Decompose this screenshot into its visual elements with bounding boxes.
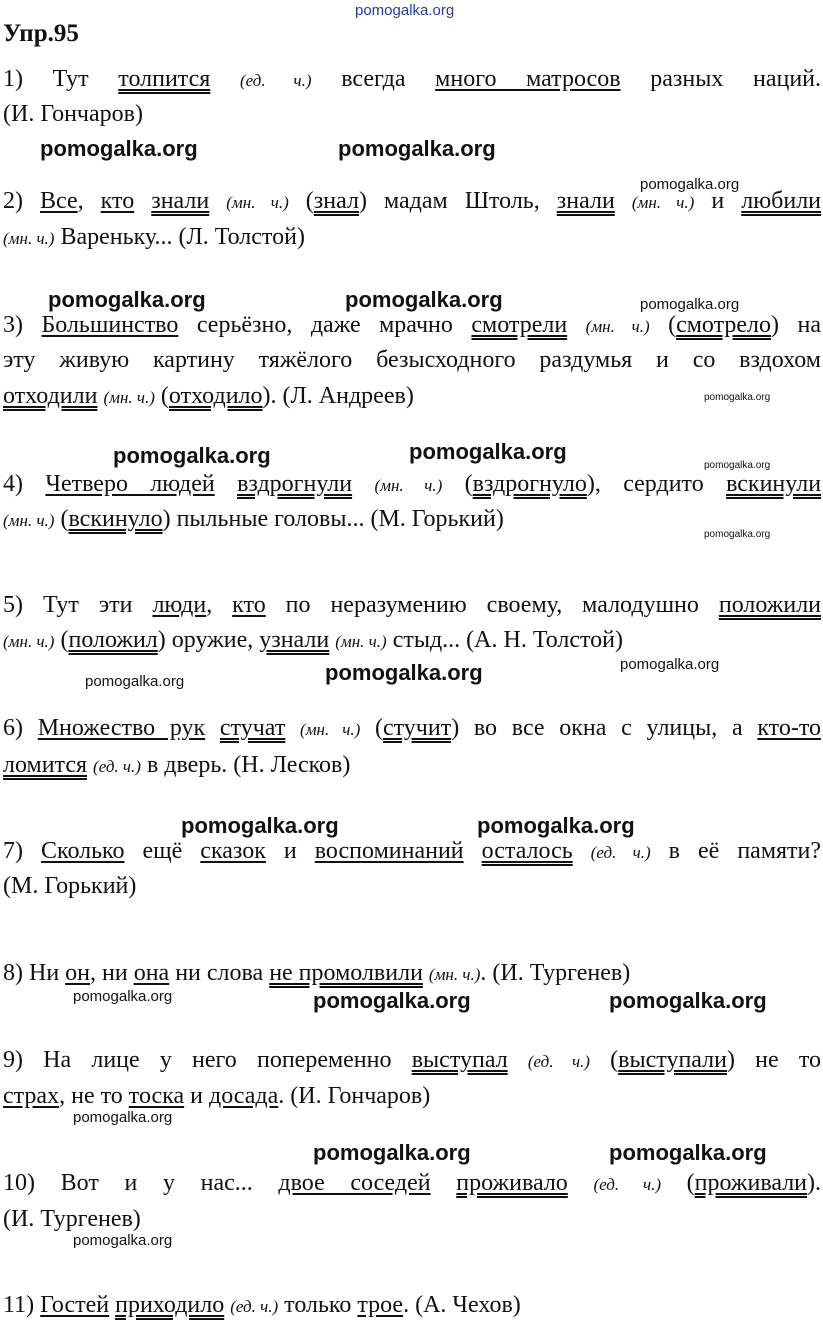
predicate-word: положил — [68, 627, 158, 653]
text-segment: (И. Тургенев) — [3, 1206, 141, 1232]
number-note: (мн. ч.) — [335, 632, 387, 651]
line-2 — [3, 99, 821, 129]
watermark-large: pomogalka.org — [325, 660, 483, 685]
subject-word: сказок — [200, 838, 266, 864]
watermark-small: pomogalka.org — [73, 1109, 173, 1126]
line-7 — [3, 381, 821, 413]
predicate-word: проживало — [456, 1170, 568, 1196]
text-segment: только — [278, 1292, 358, 1318]
number-note: (ед. ч.) — [239, 71, 312, 90]
text-segment: ), сердито — [586, 471, 727, 497]
predicate-word: вздрогнули — [237, 471, 353, 497]
predicate-word: вздрогнуло — [472, 471, 587, 497]
number-note: (мн. ч.) — [103, 388, 155, 407]
number-note: (мн. ч.) — [226, 193, 289, 212]
watermark-large: pomogalka.org — [48, 287, 206, 312]
text-segment — [464, 838, 482, 864]
text-segment: 8) Ни — [3, 960, 66, 986]
text-segment — [573, 838, 591, 864]
number-note: (ед. ч.) — [527, 1052, 590, 1071]
predicate-word: выступали — [618, 1047, 727, 1073]
subject-word: Все — [40, 188, 78, 214]
text-segment: 5) Тут эти — [3, 592, 153, 618]
line-5 — [3, 310, 821, 342]
subject-word: досада — [208, 1083, 279, 1109]
line-1 — [3, 64, 821, 96]
number-note: (мн. ч.) — [3, 632, 55, 651]
line-11 — [3, 625, 821, 657]
text-segment: 2) — [3, 188, 41, 214]
number-note: (ед. ч.) — [93, 757, 141, 776]
text-segment: ( — [54, 506, 69, 532]
text-segment — [285, 715, 300, 741]
number-note: (ед. ч.) — [230, 1297, 279, 1316]
number-note: (мн. ч.) — [585, 317, 650, 336]
text-segment: , — [206, 592, 233, 618]
predicate-word: знал — [313, 188, 359, 214]
text-segment: 10) Вот и у нас... — [3, 1170, 279, 1196]
line-20 — [3, 1204, 821, 1234]
watermark-large: pomogalka.org — [409, 439, 567, 464]
text-segment: и — [694, 188, 742, 214]
subject-word: он — [65, 960, 91, 986]
top-watermark: pomogalka.org — [355, 2, 455, 19]
predicate-word: знали — [151, 188, 210, 214]
text-segment: 11) — [3, 1292, 41, 1318]
predicate-word: знали — [556, 188, 615, 214]
text-segment — [210, 66, 240, 92]
predicate-word: ломится — [3, 752, 88, 778]
text-segment — [615, 188, 632, 214]
text-segment: , ни — [90, 960, 134, 986]
predicate-word: приходило — [115, 1292, 225, 1318]
subject-word: Четверо людей — [45, 471, 215, 497]
watermark-large: pomogalka.org — [313, 988, 471, 1013]
predicate-word: узнали — [259, 627, 330, 653]
line-10 — [3, 590, 821, 620]
watermark-large: pomogalka.org — [345, 287, 503, 312]
watermark-large: pomogalka.org — [477, 813, 635, 838]
subject-word: много матросов — [435, 66, 621, 92]
text-segment: ). (Л. Андреев) — [262, 383, 414, 409]
text-segment: и — [184, 1083, 209, 1109]
text-segment: ) пыльные головы... (М. Горький) — [162, 506, 504, 532]
text-segment: 4) — [3, 471, 46, 497]
predicate-word: любили — [741, 188, 822, 214]
text-segment: . (И. Тургенев) — [480, 960, 631, 986]
watermark-large: pomogalka.org — [313, 1140, 471, 1165]
number-note: (мн. ч.) — [428, 965, 481, 984]
text-segment — [215, 471, 237, 497]
line-21 — [3, 1290, 821, 1322]
watermark-large: pomogalka.org — [181, 813, 339, 838]
text-segment: 1) Тут — [3, 66, 119, 92]
subject-word: тоска — [128, 1083, 185, 1109]
text-segment: 9) На лице у него попеременно — [3, 1047, 412, 1073]
line-17 — [3, 1045, 821, 1077]
subject-word: двое соседей — [278, 1170, 431, 1196]
predicate-word: смотрели — [471, 312, 568, 338]
watermark-tiny: pomogalka.org — [704, 529, 771, 540]
text-segment: ( — [661, 1170, 695, 1196]
subject-word: Большинство — [41, 312, 179, 338]
predicate-word: положили — [718, 592, 822, 618]
subject-word: кто-то — [757, 715, 822, 741]
text-segment: Вареньку... (Л. Толстой) — [54, 224, 305, 250]
text-segment: ) оружие, — [157, 627, 260, 653]
number-note: (ед. ч.) — [593, 1175, 662, 1194]
number-note: (мн. ч.) — [300, 720, 361, 739]
watermark-small: pomogalka.org — [85, 673, 185, 690]
text-segment: ( — [649, 312, 677, 338]
text-segment: по неразумению своему, малодушно — [265, 592, 719, 618]
subject-word: Гостей — [40, 1292, 110, 1318]
predicate-word: стучит — [382, 715, 452, 741]
predicate-word: смотрело — [676, 312, 772, 338]
line-8 — [3, 469, 821, 501]
number-note: (мн. ч.) — [3, 229, 55, 248]
watermark-large: pomogalka.org — [113, 443, 271, 468]
text-segment: всегда — [311, 66, 436, 92]
text-segment: ( — [589, 1047, 619, 1073]
line-19 — [3, 1168, 821, 1200]
watermark-large: pomogalka.org — [40, 136, 198, 161]
text-segment: в дверь. (Н. Лесков) — [140, 752, 351, 778]
subject-word: трое — [357, 1292, 404, 1318]
watermark-small: pomogalka.org — [73, 988, 173, 1005]
predicate-word: не промолвили — [269, 960, 423, 986]
text-segment: 7) — [3, 838, 41, 864]
line-13 — [3, 750, 821, 782]
predicate-word: вскинуло — [68, 506, 163, 532]
subject-word: люди — [152, 592, 207, 618]
text-segment: разных наций. — [620, 66, 822, 92]
predicate-word: отходило — [168, 383, 263, 409]
text-segment — [205, 715, 220, 741]
text-segment: в её памяти? — [650, 838, 822, 864]
subject-word: она — [133, 960, 170, 986]
text-segment: ( — [54, 627, 69, 653]
subject-word: кто — [232, 592, 266, 618]
text-segment — [209, 188, 226, 214]
predicate-word: стучат — [219, 715, 286, 741]
predicate-word: осталось — [481, 838, 573, 864]
text-segment: ) во все окна с улицы, а — [451, 715, 758, 741]
watermark-large: pomogalka.org — [609, 988, 767, 1013]
text-segment: и — [265, 838, 315, 864]
text-segment: ( — [154, 383, 169, 409]
line-14 — [3, 836, 821, 868]
predicate-word: отходили — [3, 383, 98, 409]
text-segment: ни слова — [169, 960, 270, 986]
subject-word: Множество рук — [37, 715, 206, 741]
text-segment: ) не то — [726, 1047, 822, 1073]
text-segment: ) мадам Штоль, — [358, 188, 557, 214]
text-segment: . (И. Гончаров) — [278, 1083, 431, 1109]
line-16 — [3, 958, 821, 990]
text-segment: ( — [360, 715, 383, 741]
text-segment: (И. Гончаров) — [3, 101, 143, 127]
text-segment — [568, 1170, 594, 1196]
watermark-large: pomogalka.org — [338, 136, 496, 161]
text-segment — [567, 312, 585, 338]
text-segment: эту живую картину тяжёлого безысходного раздумья и со вздохом — [3, 347, 821, 373]
text-segment: ) на — [771, 312, 822, 338]
line-9 — [3, 504, 821, 536]
text-segment — [134, 188, 151, 214]
watermark-large: pomogalka.org — [609, 1140, 767, 1165]
line-15 — [3, 871, 821, 901]
line-4 — [3, 222, 821, 254]
line-6 — [3, 345, 821, 375]
watermark-tiny: pomogalka.org — [704, 460, 771, 471]
text-segment: стыд... (А. Н. Толстой) — [386, 627, 624, 653]
number-note: (мн. ч.) — [631, 193, 695, 212]
text-segment: , — [77, 188, 101, 214]
watermark-small: pomogalka.org — [640, 296, 740, 313]
predicate-word: толпится — [118, 66, 211, 92]
watermark-small: pomogalka.org — [73, 1232, 173, 1249]
predicate-word: вскинули — [726, 471, 822, 497]
text-segment: 3) — [3, 312, 42, 338]
watermark-tiny: pomogalka.org — [704, 392, 771, 403]
text-segment — [431, 1170, 457, 1196]
line-18 — [3, 1081, 821, 1111]
text-segment: (М. Горький) — [3, 873, 137, 899]
predicate-word: выступал — [411, 1047, 508, 1073]
text-segment: ( — [288, 188, 314, 214]
text-segment — [352, 471, 374, 497]
text-segment: ( — [442, 471, 473, 497]
text-segment: 6) — [3, 715, 38, 741]
watermark-small: pomogalka.org — [620, 656, 720, 673]
subject-word: Сколько — [41, 838, 125, 864]
predicate-word: проживали — [694, 1170, 808, 1196]
exercise-title: Упр.95 — [3, 20, 79, 47]
text-segment: . (А. Чехов) — [403, 1292, 521, 1318]
text-segment: , не то — [59, 1083, 129, 1109]
text-segment: серьёзно, даже мрачно — [178, 312, 472, 338]
line-12 — [3, 713, 821, 745]
number-note: (ед. ч.) — [590, 843, 651, 862]
number-note: (мн. ч.) — [374, 476, 443, 495]
text-segment — [508, 1047, 528, 1073]
text-segment: ещё — [124, 838, 201, 864]
subject-word: кто — [100, 188, 135, 214]
subject-word: страх — [3, 1083, 60, 1109]
text-segment: ). — [807, 1170, 822, 1196]
subject-word: воспоминаний — [314, 838, 464, 864]
watermark-small: pomogalka.org — [640, 176, 740, 193]
number-note: (мн. ч.) — [3, 511, 55, 530]
